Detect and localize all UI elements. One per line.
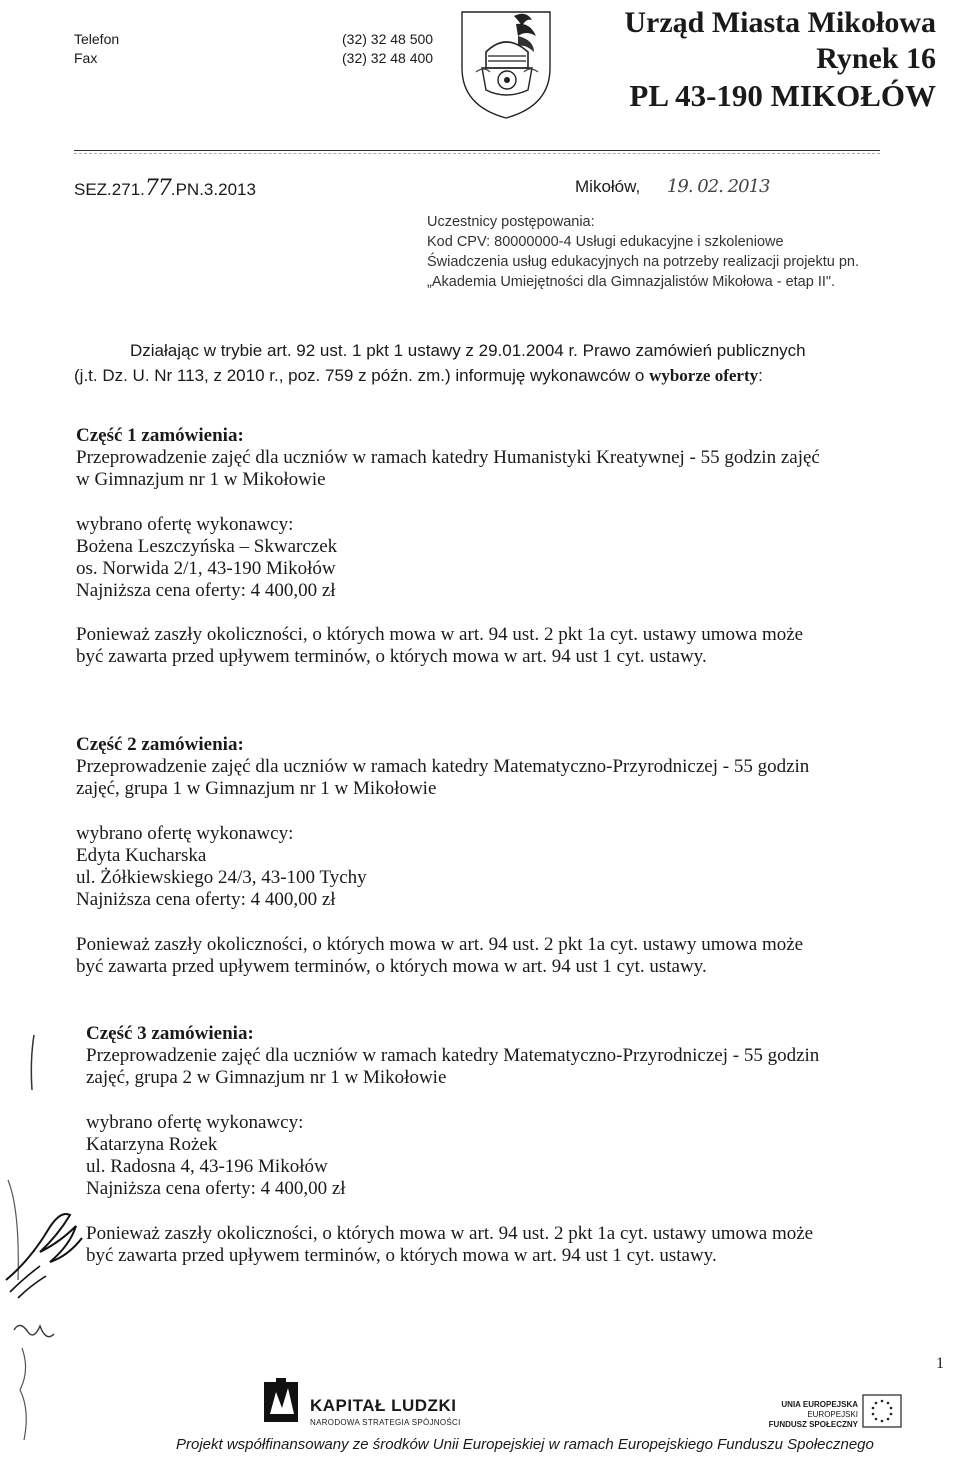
contact-values [342, 30, 433, 68]
chosen-offer-label: wybrano ofertę wykonawcy: [76, 823, 294, 844]
reference-number [74, 176, 256, 201]
part-description: w Gimnazjum nr 1 w Mikołowie [76, 469, 326, 490]
part-description: Przeprowadzenie zajęć dla uczniów w ramach katedry Humanistyki Kreatywnej - 55 godzin zajęć [76, 447, 820, 468]
eu-label [730, 1400, 858, 1430]
contractor-address: os. Norwida 2/1, 43-190 Mikołów [76, 558, 336, 579]
part-description: zajęć, grupa 1 w Gimnazjum nr 1 w Mikołowie [76, 778, 437, 799]
office-city: PL 43-190 MIKOŁÓW [629, 78, 936, 113]
eu-union: UNIA EUROPEJSKA [781, 1400, 858, 1409]
eu-flag-icon [862, 1394, 902, 1428]
handwritten-signature [0, 1030, 90, 1475]
addressee-line: „Akademia Umiejętności dla Gimnazjalistów Mikołowa - etap II". [427, 274, 836, 290]
cofinancing-note: Projekt współfinansowany ze środków Unii Europejskiej w ramach Europejskiego Funduszu Społecznego [176, 1436, 874, 1453]
page-number: 1 [936, 1355, 944, 1372]
addressee-block [427, 212, 859, 292]
eu-fund-line: EUROPEJSKI [807, 1410, 858, 1419]
fax-label: Fax [74, 50, 98, 66]
header-divider-secondary [74, 153, 880, 154]
phone-label: Telefon [74, 31, 120, 47]
reference-handwritten-number: 77 [144, 176, 171, 201]
reference-suffix: .PN.3.2013 [170, 180, 256, 199]
offer-price: Najniższa cena oferty: 4 400,00 zł [86, 1178, 346, 1199]
justification: być zawarta przed upływem terminów, o których mowa w art. 94 ust 1 cyt. ustawy. [76, 956, 707, 977]
justification: Ponieważ zaszły okoliczności, o których mowa w art. 94 ust. 2 pkt 1a cyt. ustawy umowa może [76, 624, 804, 645]
place-date [575, 176, 769, 197]
intro-paragraph [74, 338, 806, 388]
city-crest-logo [456, 6, 556, 121]
kapital-ludzki-emblem [262, 1378, 302, 1428]
part-description: Przeprowadzenie zajęć dla uczniów w ramach katedry Matematyczno-Przyrodniczej - 55 godzin [76, 756, 810, 777]
offer-price: Najniższa cena oferty: 4 400,00 zł [76, 580, 336, 601]
addressee-line: Kod CPV: 80000000-4 Usługi edukacyjne i szkoleniowe [427, 234, 784, 250]
phone-value: (32) 32 48 500 [342, 31, 434, 47]
office-street: Rynek 16 [816, 42, 936, 75]
intro-line-2-text: (j.t. Dz. U. Nr 113, z 2010 r., poz. 759 z późn. zm.) informuję wykonawców o [74, 366, 650, 385]
chosen-offer-label: wybrano ofertę wykonawcy: [76, 514, 294, 535]
contractor-address: ul. Radosna 4, 43-196 Mikołów [86, 1156, 328, 1177]
justification: Ponieważ zaszły okoliczności, o których mowa w art. 94 ust. 2 pkt 1a cyt. ustawy umowa może [86, 1223, 814, 1244]
office-name: Urząd Miasta Mikołowa [624, 6, 936, 39]
contractor-name: Katarzyna Rożek [86, 1134, 218, 1155]
header-divider [74, 150, 880, 151]
intro-line-2-end: : [758, 366, 763, 385]
reference-prefix: SEZ.271. [74, 180, 145, 199]
addressee-line: Świadczenia usług edukacyjnych na potrzeby realizacji projektu pn. [427, 254, 860, 270]
part-heading: Część 2 zamówienia: [76, 734, 244, 755]
kapital-ludzki-subtitle: NARODOWA STRATEGIA SPÓJNOŚCI [310, 1418, 461, 1427]
addressee-line: Uczestnicy postępowania: [427, 214, 595, 230]
part-1 [76, 425, 820, 668]
contractor-name: Edyta Kucharska [76, 845, 207, 866]
intro-emphasis: wyborze oferty [649, 366, 759, 385]
place: Mikołów, [575, 177, 641, 196]
contractor-name: Bożena Leszczyńska – Skwarczek [76, 536, 338, 557]
fax-value: (32) 32 48 400 [342, 50, 434, 66]
justification: Ponieważ zaszły okoliczności, o których mowa w art. 94 ust. 2 pkt 1a cyt. ustawy umowa może [76, 934, 804, 955]
intro-line-2 [74, 363, 806, 388]
part-heading: Część 3 zamówienia: [86, 1023, 254, 1044]
contractor-address: ul. Żółkiewskiego 24/3, 43-100 Tychy [76, 867, 367, 888]
part-description: Przeprowadzenie zajęć dla uczniów w ramach katedry Matematyczno-Przyrodniczej - 55 godzin [86, 1045, 820, 1066]
part-description: zajęć, grupa 2 w Gimnazjum nr 1 w Mikołowie [86, 1067, 447, 1088]
eu-fund-line: FUNDUSZ SPOŁECZNY [768, 1420, 858, 1429]
contact-labels [74, 30, 119, 68]
justification: być zawarta przed upływem terminów, o których mowa w art. 94 ust 1 cyt. ustawy. [86, 1245, 717, 1266]
offer-price: Najniższa cena oferty: 4 400,00 zł [76, 889, 336, 910]
intro-line-1: Działając w trybie art. 92 ust. 1 pkt 1 ustawy z 29.01.2004 r. Prawo zamówień publicznych [130, 341, 806, 360]
chosen-offer-label: wybrano ofertę wykonawcy: [86, 1112, 304, 1133]
part-heading: Część 1 zamówienia: [76, 425, 244, 446]
justification: być zawarta przed upływem terminów, o których mowa w art. 94 ust 1 cyt. ustawy. [76, 646, 707, 667]
part-3 [86, 1023, 819, 1267]
kapital-ludzki-title: KAPITAŁ LUDZKI [310, 1396, 457, 1415]
stamped-date: 19. 02. 2013 [666, 176, 770, 197]
part-2 [76, 734, 809, 978]
